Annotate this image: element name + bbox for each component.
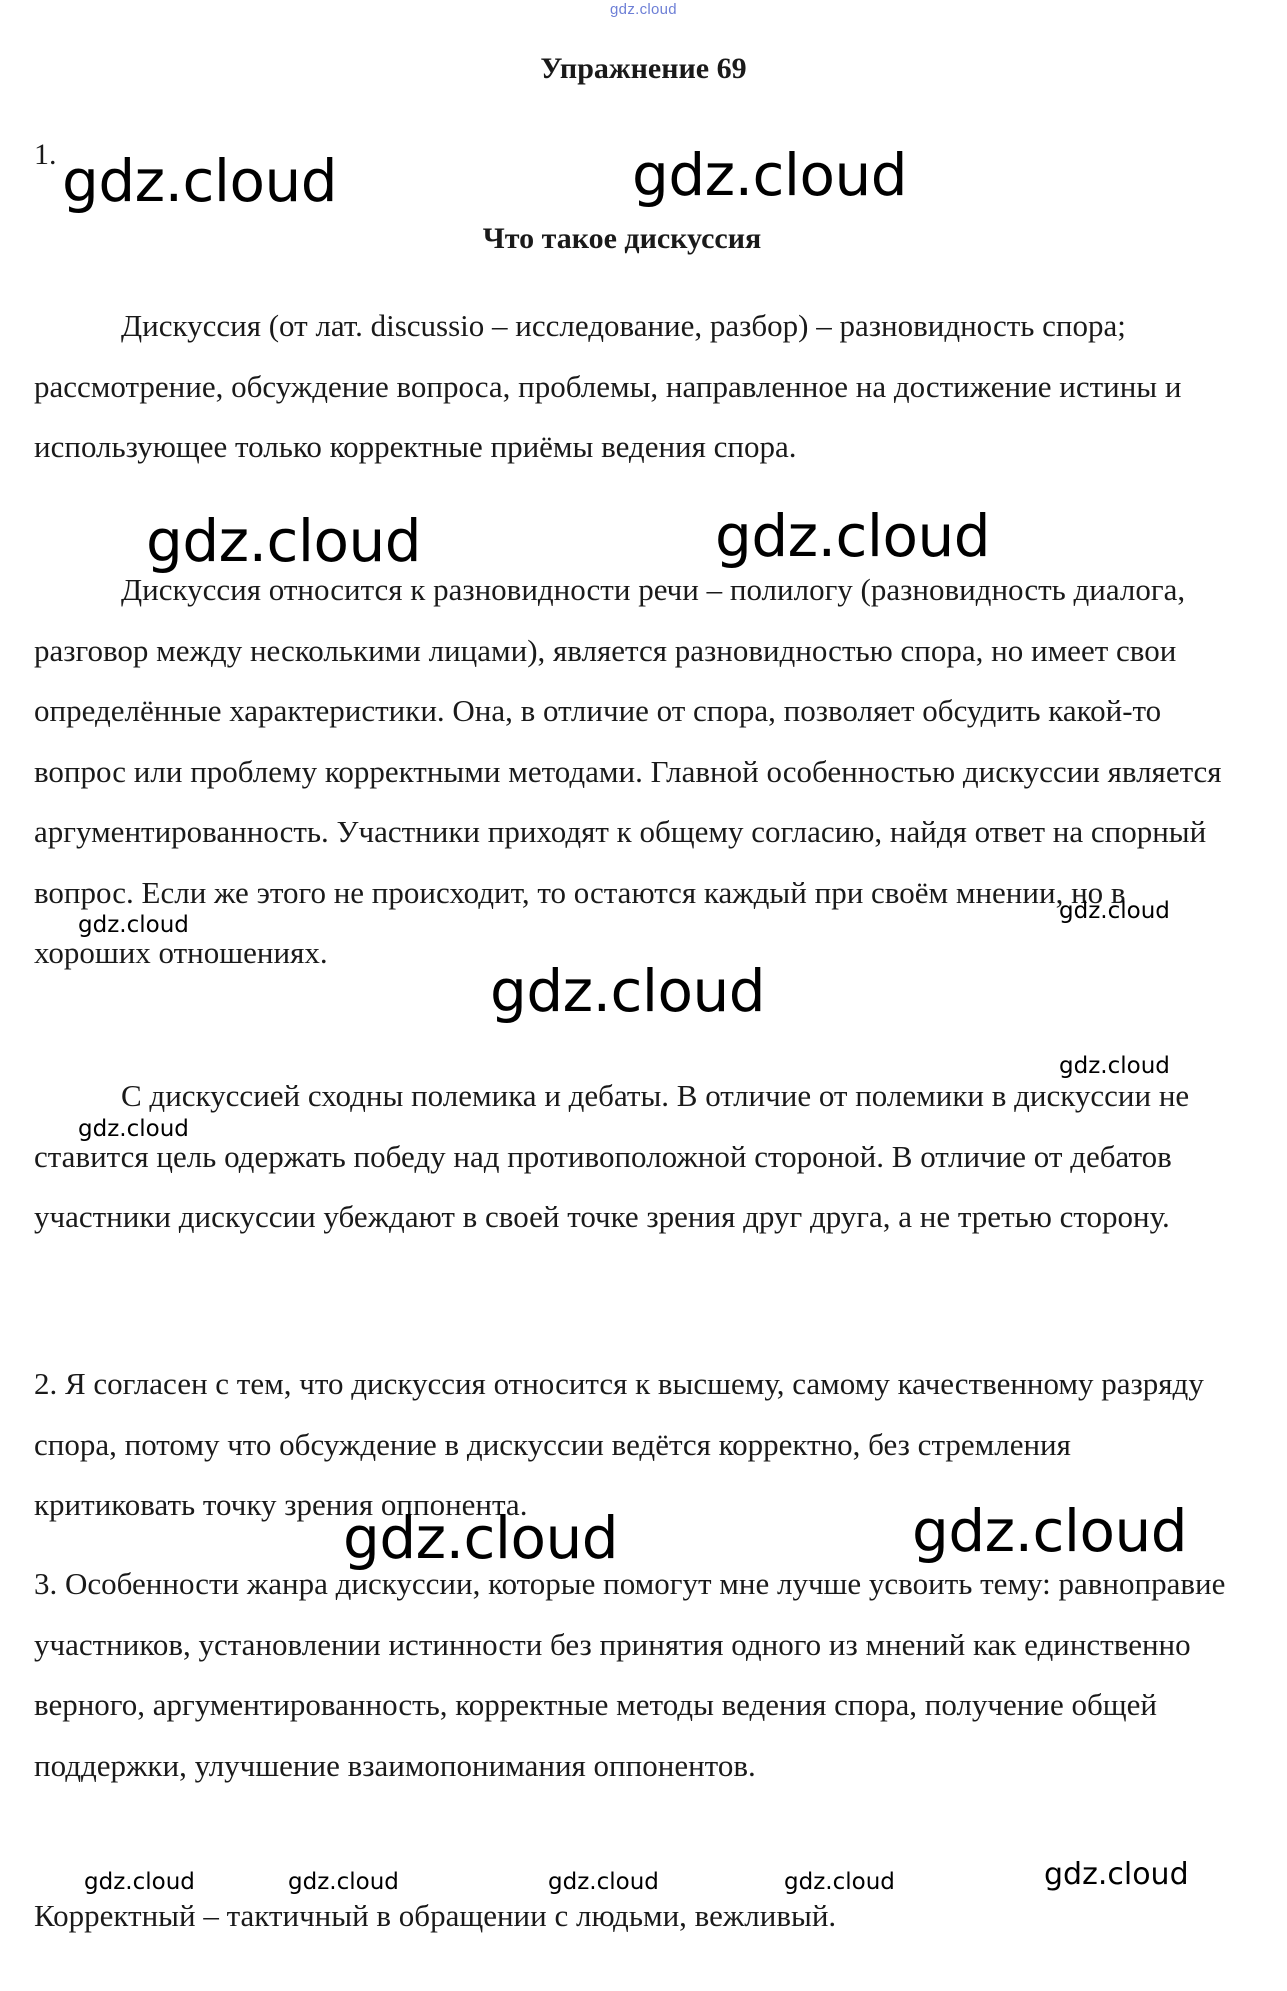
watermark: gdz.cloud — [548, 1869, 659, 1895]
page-title: Упражнение 69 — [540, 52, 747, 85]
paragraph-text: С дискуссией сходны полемика и дебаты. В отличие от полемики в дискуссии не ставится цель одержать победу над противоположной стороной. В отличие от дебатов участники дискуссии убеждают в своей точке зрения друг друга, а не третью сторону. — [34, 1078, 1190, 1234]
watermark: gdz.cloud — [1044, 1857, 1189, 1892]
paragraph-text: Дискуссия относится к разновидности речи – полилогу (разновидность диалога, разговор между несколькими лицами), является разновидностью спора, но имеет свои определённые характеристики. Она, в отличие от спора, позволяет обсудить какой-то вопрос или проблему корректными методами. Главной особенностью дискуссии является аргументированность. Участники приходят к общему согласию, найдя ответ на спорный вопрос. Если же этого не происходит, то остаются каждый при своём мнении, но в хороших отношениях. — [34, 572, 1222, 970]
answer-2: 2. Я согласен с тем, что дискуссия относится к высшему, самому качественному разряду спора, потому что обсуждение в дискуссии ведётся корректно, без стремления критиковать точку зрения оппонента. — [34, 1366, 1204, 1522]
watermark: gdz.cloud — [146, 507, 422, 575]
watermark: gdz.cloud — [84, 1869, 195, 1895]
watermark: gdz.cloud — [784, 1869, 895, 1895]
item-number: 1. — [34, 138, 57, 171]
section-subtitle: Что такое дискуссия — [482, 222, 762, 255]
watermark: gdz.cloud — [78, 1116, 189, 1142]
watermark: gdz.cloud — [490, 957, 766, 1025]
watermark: gdz.cloud — [715, 502, 991, 570]
site-watermark-top: gdz.cloud — [610, 1, 677, 18]
watermark: gdz.cloud — [343, 1504, 619, 1572]
paragraph-polylogue — [34, 560, 1234, 984]
paragraph-polemic-debates — [34, 1066, 1234, 1248]
watermark: gdz.cloud — [62, 147, 338, 215]
answer-3: 3. Особенности жанра дискуссии, которые помогут мне лучше усвоить тему: равноправие участников, установлении истинности без принятия одного из мнений как единственно верного, аргументированность, корректные методы ведения спора, получение общей поддержки, улучшение взаимопонимания оппонентов. — [34, 1566, 1226, 1783]
watermark: gdz.cloud — [1059, 898, 1170, 924]
watermark: gdz.cloud — [288, 1869, 399, 1895]
watermark: gdz.cloud — [632, 141, 908, 209]
watermark: gdz.cloud — [1059, 1053, 1170, 1079]
paragraph-text: Дискуссия (от лат. discussio – исследование, разбор) – разновидность спора; рассмотрение, обсуждение вопроса, проблемы, направленное на достижение истины и использующее только корректные приёмы ведения спора. — [34, 308, 1182, 464]
watermark: gdz.cloud — [912, 1497, 1188, 1565]
watermark: gdz.cloud — [78, 912, 189, 938]
paragraph-definition — [34, 296, 1234, 478]
definition-correct: Корректный – тактичный в обращении с людьми, вежливый. — [34, 1898, 837, 1933]
